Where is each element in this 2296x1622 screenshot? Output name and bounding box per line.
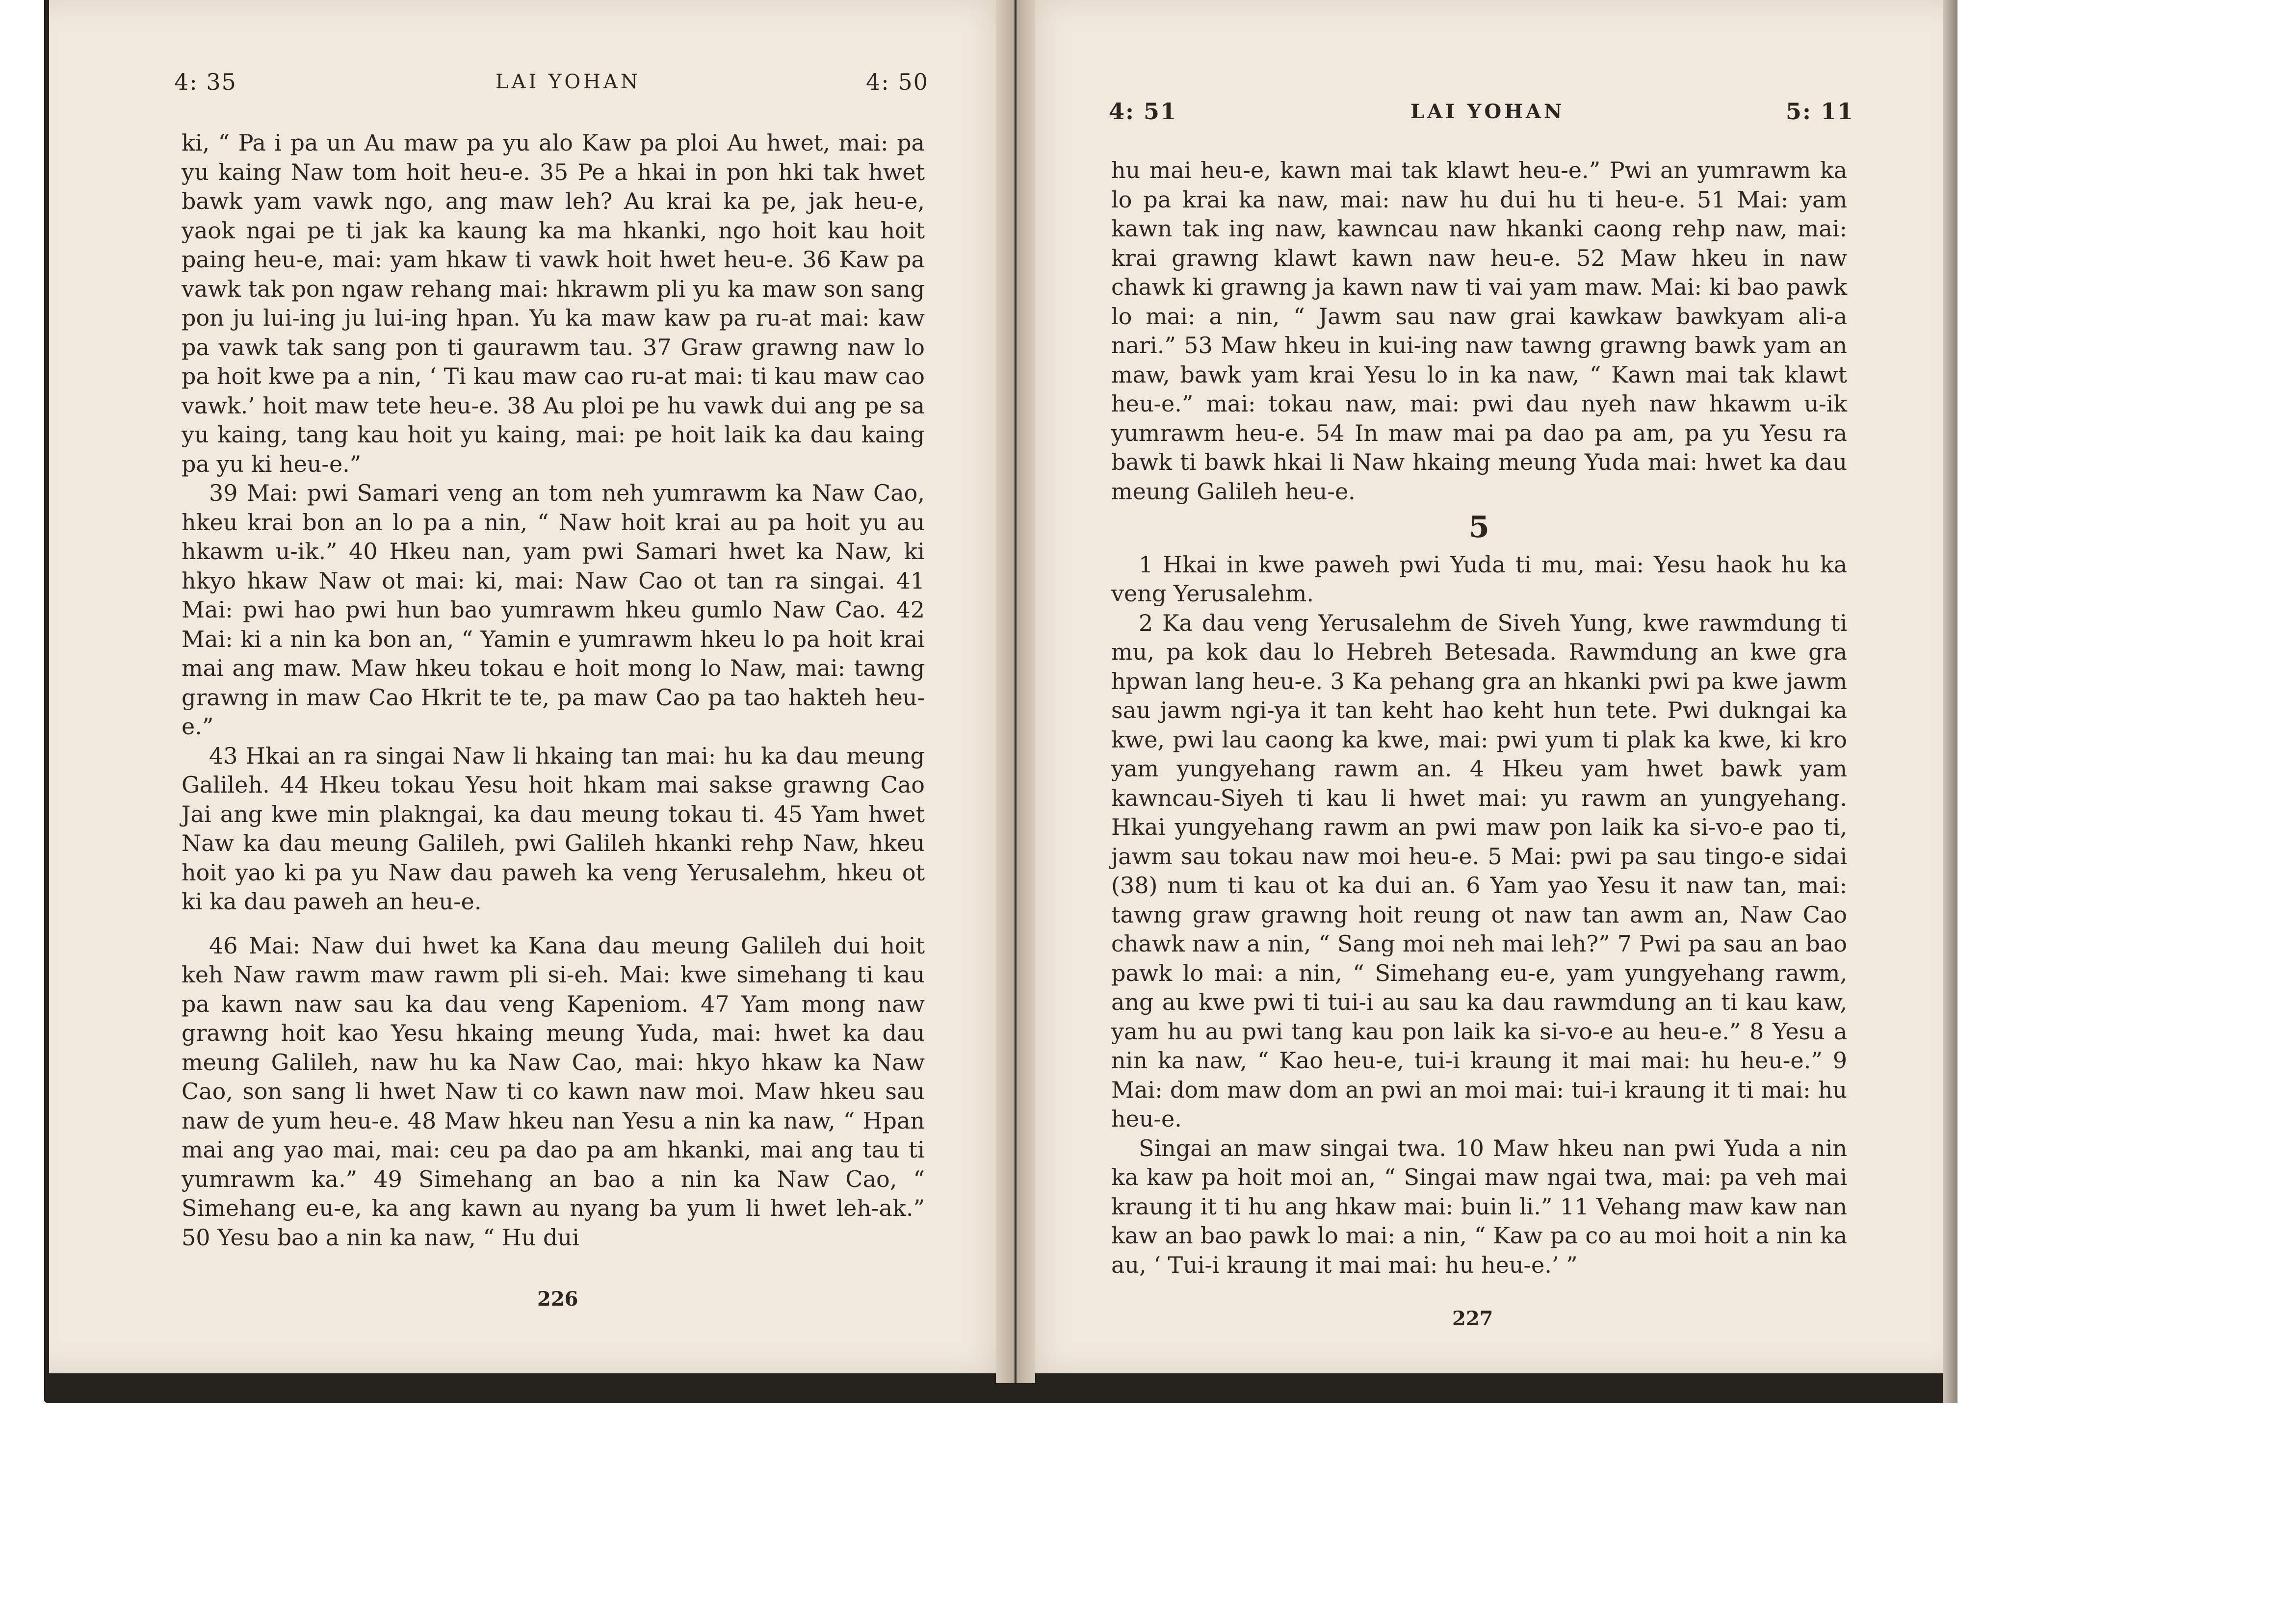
right-paragraph-4: Singai an maw singai twa. 10 Maw hkeu nan pwi Yuda a nin ka kaw pa hoit moi an, “ Singai maw ngai twa, mai: pa veh mai kraung it ti hu ang hkaw mai: buin li.” 11 Vehang maw kaw nan kaw an bao pawk lo mai: a nin, “ Kaw pa co au moi hoit a nin ka au, ‘ Tui-i kraung it mai mai: hu heu-e.’ ” — [1111, 1134, 1847, 1278]
left-header-title: LAI YOHAN — [496, 71, 641, 93]
left-paragraph-2: 39 Mai: pwi Samari veng an tom neh yumrawm ka Naw Cao, hkeu krai bon an lo pa a nin, “ Naw hoit krai au pa hoit yu au hkawm u-ik.” 40 Hkeu nan, yam pwi Samari hwet ka Naw, ki hkyo hkaw Naw ot mai: ki, mai: Naw Cao ot tan ra singai. 41 Mai: pwi hao pwi hun bao yumrawm hkeu gumlo Naw Cao. 42 Mai: ki a nin ka bon an, “ Yamin e yumrawm hkeu lo pa hoit krai mai ang maw. Maw hkeu tokau e hoit mong lo Naw, mai: tawng grawng in maw Cao Hkrit te te, pa maw Cao pa tao hakteh heu-e.” — [182, 480, 925, 740]
left-header-verse-start: 4: 35 — [174, 69, 237, 95]
left-running-header — [174, 69, 939, 98]
right-header-verse-end: 5: 11 — [1786, 98, 1854, 125]
right-body-text — [1111, 156, 1847, 1280]
left-header-verse-end: 4: 50 — [866, 69, 929, 95]
left-paragraph-4: 46 Mai: Naw dui hwet ka Kana dau meung Galileh dui hoit keh Naw rawm maw rawm pli si-eh. Mai: kwe simehang ti kau pa kawn naw sau ka dau veng Kapeniom. 47 Yam mong naw grawng hoit kao Yesu hkaing meung Yuda, mai: hwet ka dau meung Galileh, naw hu ka Naw Cao, mai: hkyo hkaw ka Naw Cao, son sang li hwet Naw ti co kawn naw moi. Maw hkeu sau naw de yum heu-e. 48 Maw hkeu nan Yesu a nin ka naw, “ Hpan mai ang yao mai, mai: ceu pa dao pa am hkanki, mai ang tau ti yumrawm ka.” 49 Simehang an bao a nin ka Naw Cao, “ Simehang eu-e, ka ang kawn au nyang ba yum li hwet leh-ak.” 50 Yesu bao a nin ka naw, “ Hu dui — [182, 932, 925, 1251]
left-paragraph-3: 43 Hkai an ra singai Naw li hkaing tan mai: hu ka dau meung Galileh. 44 Hkeu tokau Yesu hoit hkam mai sakse grawng Cao Jai ang kwe min plakngai, ka dau meung tokau ti. 45 Yam hwet Naw ka dau meung Galileh, pwi Galileh hkanki rehp Naw, hkeu hoit yao ki pa yu Naw dau paweh ka veng Yerusalehm, hkeu ot ki ka dau paweh an heu-e. — [182, 742, 925, 915]
left-page-number: 226 — [537, 1287, 578, 1311]
right-paragraph-2: 1 Hkai in kwe paweh pwi Yuda ti mu, mai: Yesu haok hu ka veng Yerusalehm. — [1111, 551, 1847, 607]
right-page-number: 227 — [1452, 1307, 1493, 1330]
right-header-verse-start: 4: 51 — [1109, 98, 1177, 125]
chapter-number: 5 — [1469, 510, 1489, 544]
book-gutter — [996, 0, 1035, 1383]
left-paragraph-1: ki, “ Pa i pa un Au maw pa yu alo Kaw pa ploi Au hwet, mai: pa yu kaing Naw tom hoit heu-e. 35 Pe a hkai in pon hki tak hwet bawk yam vawk ngo, ang maw leh? Au krai ka pe, jak heu-e, yaok ngai pe ti jak ka kaung ka ma hkanki, ngo hoit kau hoit paing heu-e, mai: yam hkaw ti vawk hoit hwet heu-e. 36 Kaw pa vawk tak pon ngaw rehang mai: hkrawm pli yu ka maw son sang pon ju lui-ing ju lui-ing hpan. Yu ka maw kaw pa ru-at mai: kaw pa vawk tak sang pon ti gaurawm tau. 37 Graw grawng naw lo pa hoit kwe pa a nin, ‘ Ti kau maw cao ru-at mai: ti kau maw cao vawk.’ hoit maw tete heu-e. 38 Au ploi pe hu vawk dui ang pe sa yu kaing, tang kau hoit yu kaing, mai: pe hoit laik ka dau kaing pa yu ki heu-e.” — [182, 129, 925, 477]
right-header-title: LAI YOHAN — [1410, 100, 1565, 123]
right-paragraph-1: hu mai heu-e, kawn mai tak klawt heu-e.” Pwi an yumrawm ka lo pa krai ka naw, mai: naw hu dui hu ti heu-e. 51 Mai: yam kawn tak ing naw, kawncau naw hkanki caong rehp naw, mai: krai grawng klawt kawn naw heu-e. 52 Maw hkeu in naw chawk ki grawng ja kawn naw ti vai yam maw. Mai: ki bao pawk lo mai: a nin, “ Jawm sau naw grai kawkaw bawkyam ali-a nari.” 53 Maw hkeu in kui-ing naw tawng grawng bawk yam an maw, bawk yam krai Yesu lo in ka naw, “ Kawn mai tak klawt heu-e.” mai: tokau naw, mai: pwi dau nyeh naw hkawm u-ik yumrawm heu-e. 54 In maw mai pa dao pa am, pa yu Yesu ra bawk ti bawk hkai li Naw hkaing meung Yuda mai: hwet ka dau meung Galileh heu-e. — [1111, 157, 1847, 505]
right-paragraph-3: 2 Ka dau veng Yerusalehm de Siveh Yung, kwe rawmdung ti mu, pa kok dau lo Hebreh Betesada. Rawmdung an kwe gra hpwan lang heu-e. 3 Ka pehang gra an hkanki pwi pa kwe jawm sau jawm ngi-ya it tan keht hao keht hun tete. Pwi dukngai ka kwe, pwi lau caong ka kwe, mai: pwi yum ti plak ka kwe, ki kro yam yungyehang rawm an. 4 Hkeu yam hwet bawk yam kawncau-Siyeh ti kau li hwet mai: yu rawm an yungyehang. Hkai yungyehang rawm an pwi maw pon laik ka si-vo-e pao ti, jawm sau tokau naw moi heu-e. 5 Mai: pwi pa sau tingo-e sidai (38) num ti kau ot ka dui an. 6 Yam yao Yesu it naw tan, mai: tawng graw grawng hoit reung ot naw tan awm an, Naw Cao chawk naw a nin, “ Sang moi neh mai leh?” 7 Pwi pa sau an bao pawk lo mai: a nin, “ Simehang eu-e, yam yungyehang rawm, ang au kwe pwi ti tui-i au sau ka dau rawmdung an ti kau kaw, yam hu au pwi tang kau pon laik ka si-vo-e au heu-e.” 8 Yesu a nin ka naw, “ Kao heu-e, tui-i kraung it mai mai: hu heu-e.” 9 Mai: dom maw dom an pwi an moi mai: tui-i kraung it ti mai: hu heu-e. — [1111, 609, 1847, 1132]
page-edge-right — [1943, 0, 1957, 1403]
right-running-header — [1109, 98, 1854, 128]
left-body-text — [182, 129, 925, 1252]
